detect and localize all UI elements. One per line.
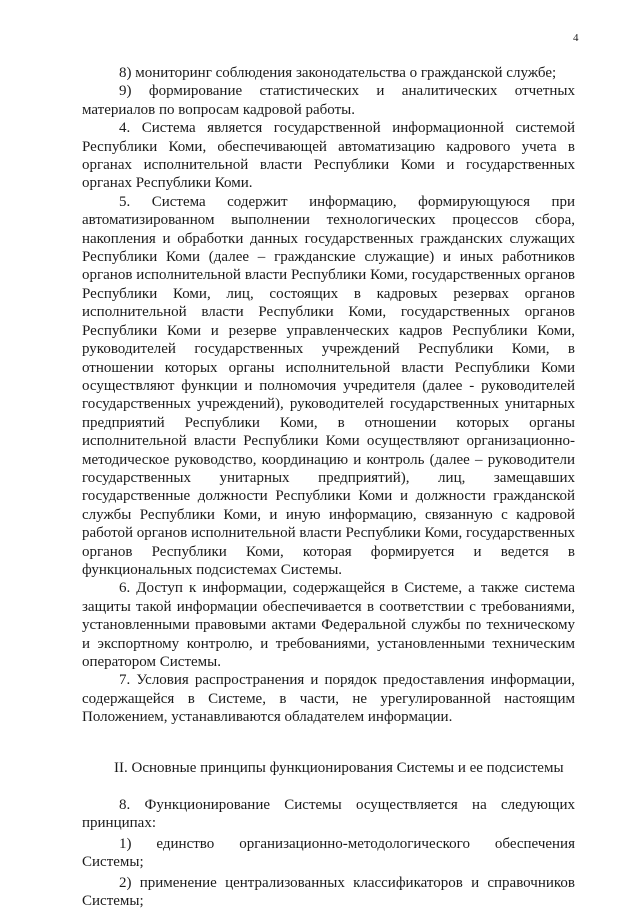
paragraph-5: 5. Система содержит информацию, формирующуюся при автоматизированном выполнении технологических процессов сбора, накопления и обработки данных государственных гражданских служащих Республики Коми (далее – гражданские служащие) и иных работников органов исполнительной власти Республики Коми, государственных органов Республики Коми, лиц, состоящих в кадровых резервах органов исполнительной власти Республики Коми, государственных органов Республики Коми и резерве управленческих кадров Республики Коми, руководителей государственных учреждений Республики Коми, в отношении которых органы исполнительной власти Республики Коми осуществляют функции и полномочия учредителя (далее - руководителей государственных учреждений), руководителей государственных унитарных предприятий Республики Коми, в отношении которых органы исполнительной власти Республики Коми осуществляют организационно-методическое руководство, координацию и контроль (далее – руководители государственных унитарных предприятий), лиц, замещавших государственные должности Республики Коми и должности гражданской службы Республики Коми, и иную информацию, связанную с кадровой работой органов исполнительной власти Республики Коми, государственных органов Республики Коми, которая формируется и ведется в функциональных подсистемах Системы. xyxy=(82,193,575,578)
list-item-9: 9) формирование статистических и аналитических отчетных материалов по вопросам кадровой работы. xyxy=(82,83,575,118)
list-item-8: 8) мониторинг соблюдения законодательства о гражданской службе; xyxy=(119,65,557,81)
principle-item-1: 1) единство организационно-методологического обеспечения Системы; xyxy=(82,835,575,871)
principle-item-2: 2) применение централизованных классификаторов и справочников Системы; xyxy=(82,874,575,910)
section-heading: II. Основные принципы функционирования Системы и ее подсистемы xyxy=(114,759,564,776)
page-number: 4 xyxy=(573,32,579,44)
paragraph-7: 7. Условия распространения и порядок предоставления информации, содержащейся в Системе, в части, не урегулированной настоящим Положением, устанавливаются обладателем информации. xyxy=(82,672,575,726)
paragraph-4: 4. Система является государственной информационной системой Республики Коми, обеспечивающей автоматизацию кадрового учета в органах исполнительной власти Республики Коми и государственных органах Республики Коми. xyxy=(82,120,575,192)
document-body xyxy=(82,64,575,910)
paragraph-6: 6. Доступ к информации, содержащейся в Системе, а также система защиты такой информации обеспечивается в соответствии с требованиями, установленными правовыми актами Федеральной службы по техническому и экспортному контролю, и требованиями, установленными техническим оператором Системы. xyxy=(82,580,575,670)
paragraph-8: 8. Функционирование Системы осуществляется на следующих принципах: xyxy=(82,797,575,832)
